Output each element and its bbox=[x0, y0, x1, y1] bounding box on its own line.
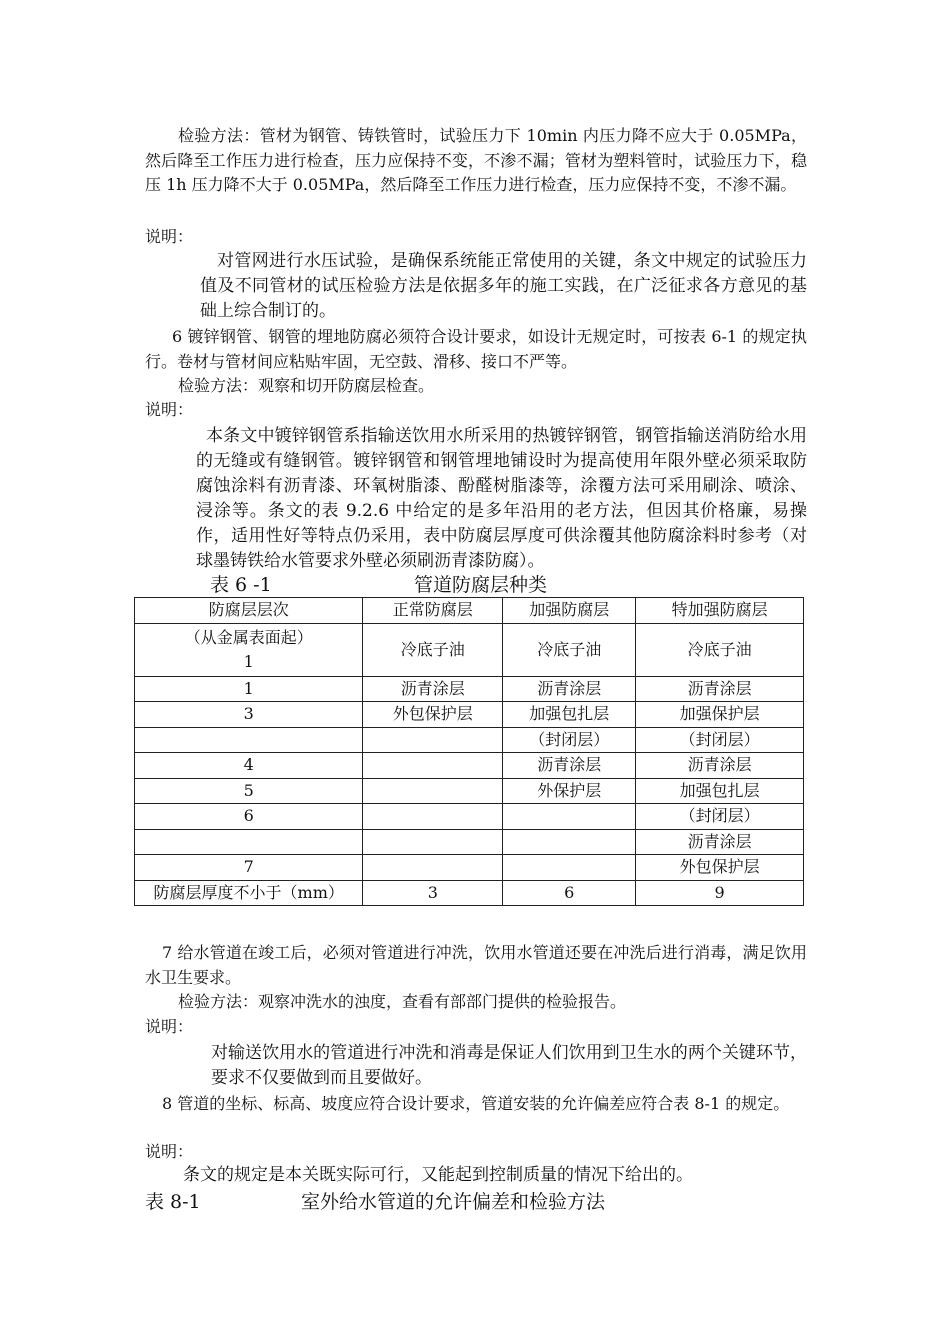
paragraph-item-7: 7 给水管道在竣工后，必须对管道进行冲洗，饮用水管道还要在冲洗后进行消毒，满足饮用水卫生要求。 bbox=[145, 943, 807, 987]
paragraph-item-6: 6 镀锌钢管、钢管的埋地防腐必须符合设计要求，如设计无规定时，可按表 6-1 的规定执行。卷材与管材间应粘贴牢固，无空鼓、滑移、接口不严等。 bbox=[145, 327, 807, 371]
table-cell: 冷底子油 bbox=[636, 623, 804, 676]
table-8-1-number: 表 8-1 bbox=[145, 1191, 201, 1213]
table-cell: 9 bbox=[636, 880, 804, 906]
table-6-1-number: 表 6 -1 bbox=[210, 574, 272, 596]
cell-line: 1 bbox=[243, 651, 254, 671]
table-row bbox=[135, 804, 804, 830]
paragraph-item-8: 8 管道的坐标、标高、坡度应符合设计要求，管道安装的允许偏差应符合表 8-1 的规定。 bbox=[162, 1094, 790, 1113]
table-cell: 外包保护层 bbox=[636, 855, 804, 881]
table-row bbox=[135, 702, 804, 728]
table-cell: 4 bbox=[135, 753, 363, 779]
table-cell bbox=[363, 778, 503, 804]
table-cell: 3 bbox=[363, 880, 503, 906]
table-row bbox=[135, 855, 804, 881]
table-cell bbox=[135, 623, 363, 676]
paragraph-item-6-method: 检验方法：观察和切开防腐层检查。 bbox=[178, 376, 435, 395]
cell-line: （从金属表面起） bbox=[184, 627, 313, 647]
table-cell: 加强包扎层 bbox=[503, 702, 636, 728]
table-cell: 加强保护层 bbox=[636, 702, 804, 728]
table-cell: 6 bbox=[503, 880, 636, 906]
paragraph-item-7-method: 检验方法：观察冲洗水的浊度，查看有部部门提供的检验报告。 bbox=[178, 992, 627, 1011]
table-cell bbox=[503, 855, 636, 881]
table-row bbox=[135, 676, 804, 702]
paragraph-test-method: 检验方法：管材为钢管、铸铁管时，试验压力下 10min 内压力降不应大于 0.05MPa，然后降至工作压力进行检查，压力应保持不变，不渗不漏；管材为塑料管时，试验压力下，稳压 1h 压力降不大于 0.05MPa，然后降至工作压力进行检查，压力应保持不变，不渗不漏。 bbox=[145, 126, 807, 194]
anticorrosion-table bbox=[134, 597, 804, 906]
table-cell bbox=[135, 829, 363, 855]
table-8-1-title: 室外给水管道的允许偏差和检验方法 bbox=[301, 1191, 606, 1213]
table-cell bbox=[503, 804, 636, 830]
explanation-label: 说明： bbox=[145, 1142, 194, 1161]
table-cell bbox=[363, 855, 503, 881]
table-cell: 沥青涂层 bbox=[636, 829, 804, 855]
table-cell: 1 bbox=[135, 676, 363, 702]
table-cell: （封闭层） bbox=[636, 727, 804, 753]
table-cell bbox=[363, 753, 503, 779]
explanation-note: 对输送饮用水的管道进行冲洗和消毒是保证人们饮用到卫生水的两个关键环节，要求不仅要做到而且要做好。 bbox=[211, 1043, 807, 1088]
table-cell: 冷底子油 bbox=[363, 623, 503, 676]
table-row-thickness bbox=[135, 880, 804, 906]
table-cell: 沥青涂层 bbox=[636, 753, 804, 779]
table-cell bbox=[135, 727, 363, 753]
table-cell bbox=[503, 829, 636, 855]
table-row bbox=[135, 778, 804, 804]
header-cell: 防腐层层次 bbox=[135, 598, 363, 624]
table-cell bbox=[363, 804, 503, 830]
table-cell: 沥青涂层 bbox=[363, 676, 503, 702]
table-cell bbox=[363, 829, 503, 855]
table-cell: （封闭层） bbox=[503, 727, 636, 753]
header-cell: 正常防腐层 bbox=[363, 598, 503, 624]
table-row bbox=[135, 623, 804, 676]
explanation-label: 说明： bbox=[145, 400, 194, 419]
table-cell: 加强包扎层 bbox=[636, 778, 804, 804]
table-cell: 7 bbox=[135, 855, 363, 881]
table-cell: 沥青涂层 bbox=[503, 676, 636, 702]
explanation-label: 说明： bbox=[145, 227, 194, 246]
explanation-label: 说明： bbox=[145, 1017, 194, 1036]
header-cell: 特加强防腐层 bbox=[636, 598, 804, 624]
table-header-row bbox=[135, 598, 804, 624]
table-cell: 沥青涂层 bbox=[503, 753, 636, 779]
table-6-1-title: 管道防腐层种类 bbox=[414, 574, 548, 596]
table-row bbox=[135, 829, 804, 855]
table-cell: 5 bbox=[135, 778, 363, 804]
explanation-note: 条文的规定是本关既实际可行，又能起到控制质量的情况下给出的。 bbox=[183, 1165, 693, 1185]
table-cell: 6 bbox=[135, 804, 363, 830]
explanation-note: 本条文中镀锌钢管系指输送饮用水所采用的热镀锌钢管，钢管指输送消防给水用的无缝或有缝钢管。镀锌钢管和钢管埋地铺设时为提高使用年限外壁必须采取防腐蚀涂料有沥青漆、环氧树脂漆、酚醛树脂漆等，涂覆方法可采用刷涂、喷涂、浸涂等。条文的表 9.2.6 中给定的是多年沿用的老方法，但因其价格廉，易操作，适用性好等特点仍采用，表中防腐层厚度可供涂覆其他防腐涂料时参考（对球墨铸铁给水管要求外壁必须刷沥青漆防腐）。 bbox=[196, 426, 807, 571]
table-cell: 外包保护层 bbox=[363, 702, 503, 728]
explanation-note: 对管网进行水压试验，是确保系统能正常使用的关键，条文中规定的试验压力值及不同管材的试压检验方法是依据多年的施工实践，在广泛征求各方意见的基础上综合制订的。 bbox=[200, 251, 807, 321]
table-row bbox=[135, 727, 804, 753]
table-row bbox=[135, 753, 804, 779]
table-cell: 防腐层厚度不小于（mm） bbox=[135, 880, 363, 906]
table-cell: 外保护层 bbox=[503, 778, 636, 804]
table-cell: （封闭层） bbox=[636, 804, 804, 830]
header-cell: 加强防腐层 bbox=[503, 598, 636, 624]
table-cell: 冷底子油 bbox=[503, 623, 636, 676]
table-cell bbox=[363, 727, 503, 753]
table-cell: 3 bbox=[135, 702, 363, 728]
table-cell: 沥青涂层 bbox=[636, 676, 804, 702]
